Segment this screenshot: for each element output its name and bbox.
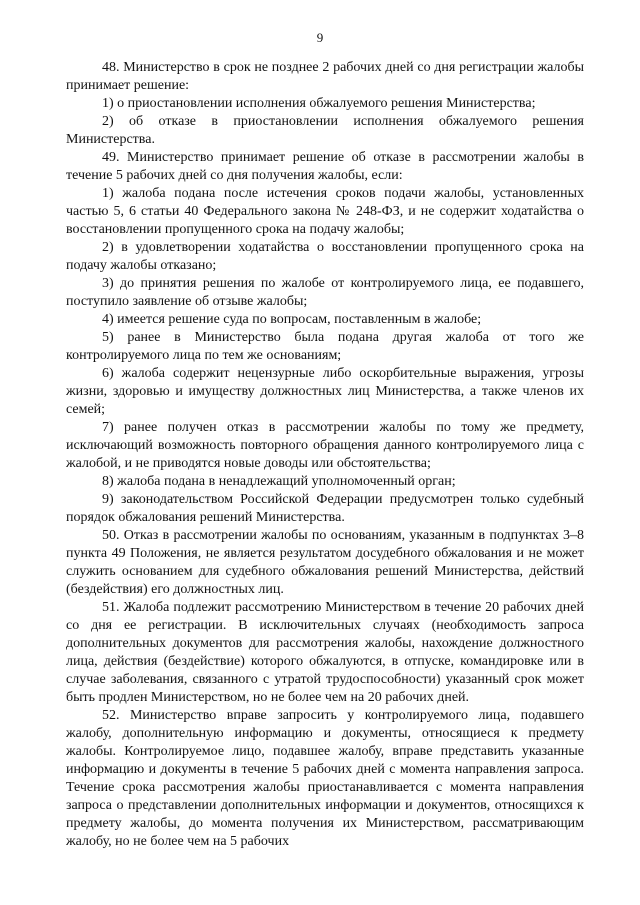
paragraph-51: 51. Жалоба подлежит рассмотрению Министерством в течение 20 рабочих дней со дня ее регистрации. В исключительных случаях (необходимость запроса дополнительных документов для рассмотрения жалобы, нахождение должностного лица, действия (бездействие) которого обжалуются, в отпуске, командировке или в случае заболевания, связанного с утратой трудоспособности) указанный срок может быть продлен Министерством, но не более чем на 20 рабочих дней. bbox=[66, 600, 584, 705]
document-body bbox=[66, 59, 584, 851]
page-number: 9 bbox=[316, 30, 324, 45]
paragraph-49-item-8: 8) жалоба подана в ненадлежащий уполномоченный орган; bbox=[102, 474, 456, 489]
paragraph-48: 48. Министерство в срок не позднее 2 рабочих дней со дня регистрации жалобы принимает решение: bbox=[66, 60, 584, 93]
paragraph-49-item-3: 3) до принятия решения по жалобе от контролируемого лица, ее подавшего, поступило заявление об отзыве жалобы; bbox=[66, 276, 584, 309]
paragraph-49-item-1: 1) жалоба подана после истечения сроков подачи жалобы, установленных частью 5, 6 статьи 40 Федерального закона № 248-ФЗ, и не содержит ходатайства о восстановлении пропущенного срока на подачу жалобы; bbox=[66, 186, 584, 237]
paragraph-49-item-2: 2) в удовлетворении ходатайства о восстановлении пропущенного срока на подачу жалобы отказано; bbox=[66, 240, 584, 273]
paragraph-48-item-2: 2) об отказе в приостановлении исполнения обжалуемого решения Министерства. bbox=[66, 114, 584, 147]
paragraph-49-item-7: 7) ранее получен отказ в рассмотрении жалобы по тому же предмету, исключающий возможность повторного обращения данного контролируемого лица с жалобой, и не приводятся новые доводы или обстоятельства; bbox=[66, 420, 584, 471]
paragraph-50: 50. Отказ в рассмотрении жалобы по основаниям, указанным в подпунктах 3–8 пункта 49 Положения, не является результатом досудебного обжалования и не может служить основанием для судебного обжалования решений Министерства, действий (бездействия) его должностных лиц. bbox=[66, 528, 584, 597]
paragraph-49: 49. Министерство принимает решение об отказе в рассмотрении жалобы в течение 5 рабочих дней со дня получения жалобы, если: bbox=[66, 150, 584, 183]
paragraph-52: 52. Министерство вправе запросить у контролируемого лица, подавшего жалобу, дополнительную информацию и документы, относящиеся к предмету жалобы. Контролируемое лицо, подавшее жалобу, вправе представить указанные информацию и документы в течение 5 рабочих дней с момента направления запроса. Течение срока рассмотрения жалобы приостанавливается с момента направления запроса о представлении дополнительных информации и документов, относящихся к предмету жалобы, до момента получения их Министерством, рассматривающим жалобу, но не более чем на 5 рабочих bbox=[66, 708, 584, 849]
paragraph-49-item-6: 6) жалоба содержит нецензурные либо оскорбительные выражения, угрозы жизни, здоровью и имуществу должностных лиц Министерства, а также членов их семей; bbox=[66, 366, 584, 417]
paragraph-49-item-9: 9) законодательством Российской Федерации предусмотрен только судебный порядок обжалования решений Министерства. bbox=[66, 492, 584, 525]
paragraph-49-item-4: 4) имеется решение суда по вопросам, поставленным в жалобе; bbox=[102, 312, 482, 327]
paragraph-49-item-5: 5) ранее в Министерство была подана другая жалоба от того же контролируемого лица по тем же основаниям; bbox=[66, 330, 584, 363]
paragraph-48-item-1: 1) о приостановлении исполнения обжалуемого решения Министерства; bbox=[102, 96, 536, 111]
